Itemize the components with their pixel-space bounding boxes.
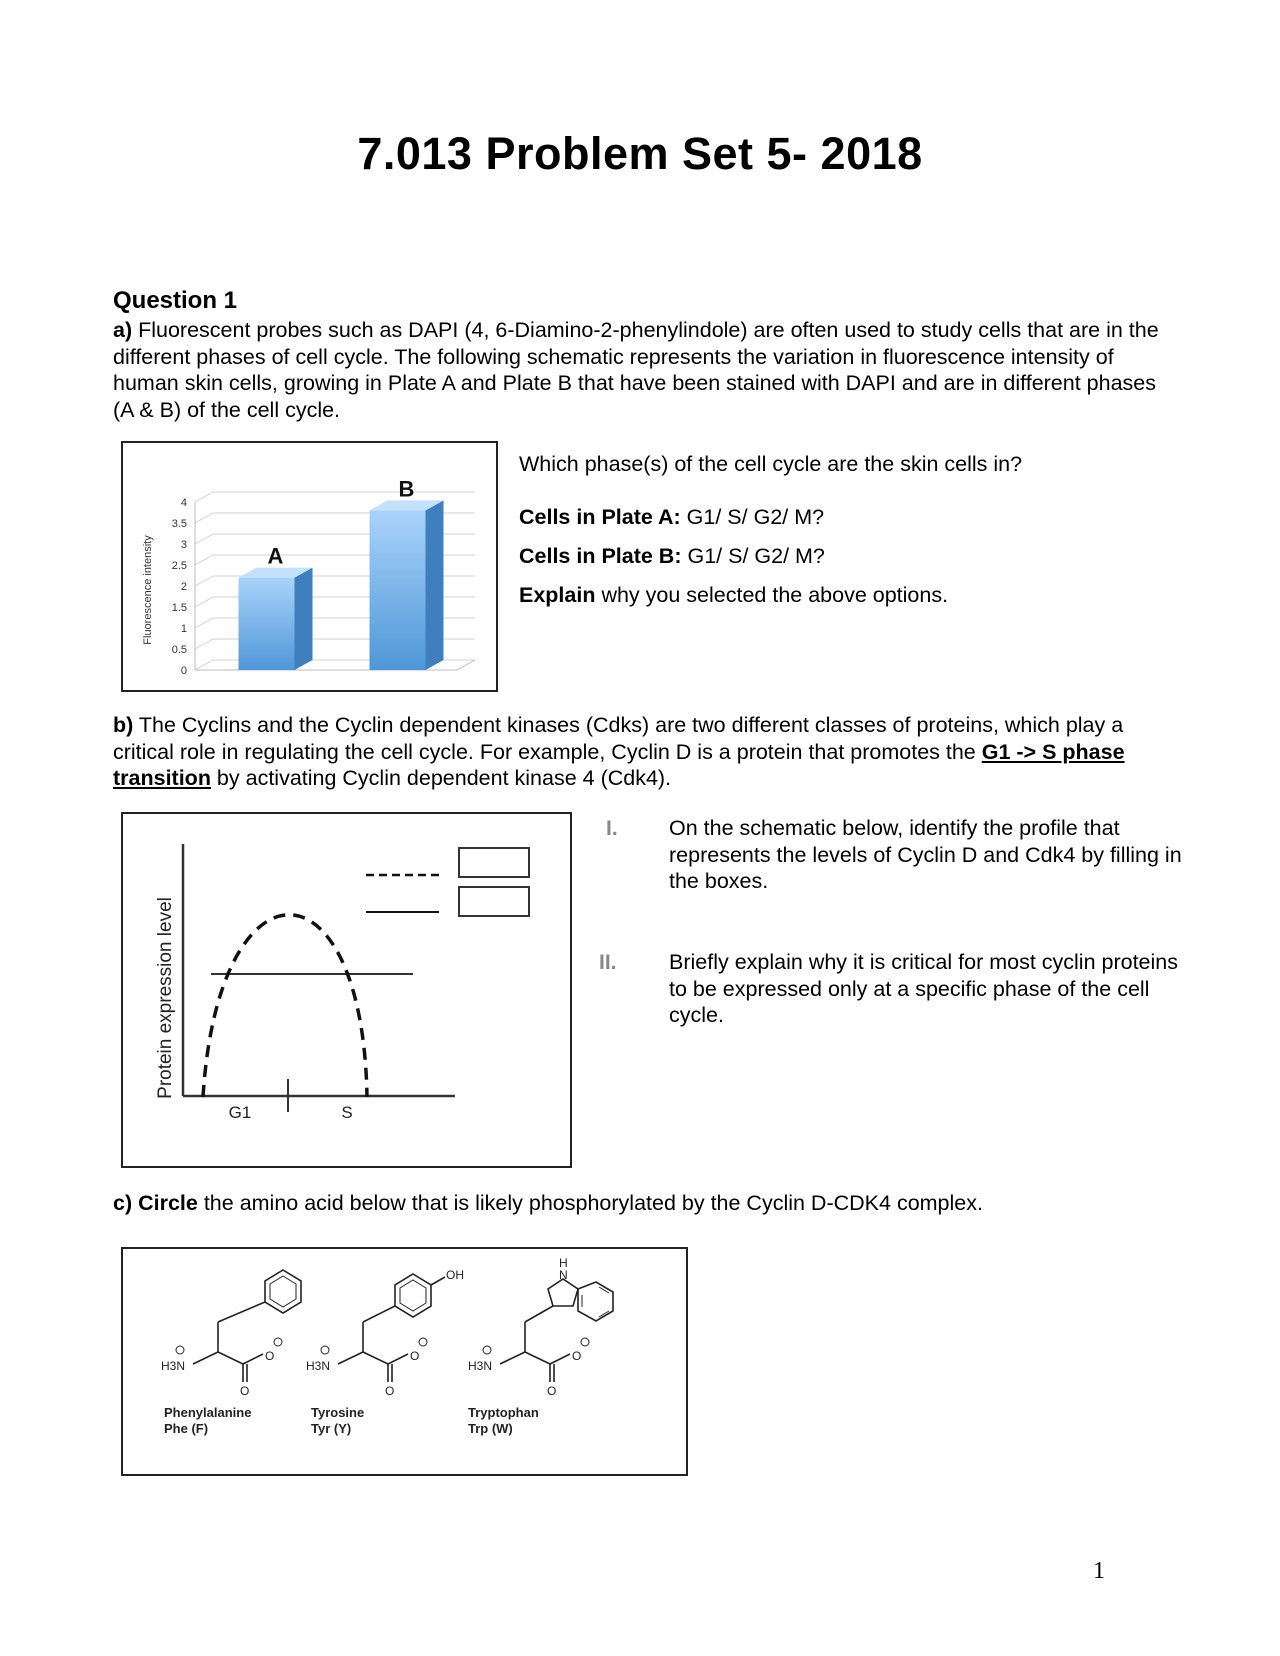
chart-y-tick-label: 2	[180, 581, 187, 593]
g1-s-transition-highlight: G1 -> S phase transition	[113, 739, 1125, 790]
chart-floor-edge	[457, 660, 475, 670]
tyrosine-structure	[321, 1274, 445, 1382]
amino-acid-structures-frame	[121, 1247, 688, 1476]
amino-acid-structures	[123, 1249, 686, 1474]
chart-gridline-depth	[195, 618, 213, 628]
item-2-text: Briefly explain why it is critical for most cyclin proteins to be expressed only at a specific phase of the cell cycle.	[669, 950, 1178, 1027]
phenylalanine-name: Phenylalanine	[164, 1405, 252, 1420]
chart-bar-label: B	[398, 476, 415, 502]
explain-prompt	[519, 582, 948, 608]
item-1-text: On the schematic below, identify the profile that represents the levels of Cyclin D and Cdk4 by filling in the boxes.	[669, 816, 1182, 893]
chart-gridline-depth	[195, 597, 213, 607]
phe-carbonyl-label: O	[240, 1384, 250, 1398]
chart-bar-side	[295, 568, 313, 670]
plate-a-label: Cells in Plate A:	[519, 505, 681, 529]
chart-y-tick-label: 0	[180, 665, 187, 677]
chart-bar-label: A	[267, 543, 284, 569]
part-a-label: a)	[113, 318, 133, 342]
phe-amine-label: H3N	[161, 1359, 186, 1373]
diagram-y-axis-label: Protein expression level	[155, 897, 176, 1099]
part-c-label: c)	[113, 1191, 133, 1215]
dashed-profile-curve	[203, 915, 367, 1097]
page-number: 1	[1093, 1558, 1105, 1584]
plate-b-options: G1/ S/ G2/ M?	[681, 544, 825, 568]
chart-bar	[370, 510, 426, 670]
part-b-label: b)	[113, 713, 134, 737]
part-c-paragraph	[113, 1190, 1173, 1217]
fluorescence-chart	[123, 443, 496, 690]
tryptophan-abbr: Trp (W)	[468, 1421, 513, 1436]
part-a-text: Fluorescent probes such as DAPI (4, 6-Diamino-2-phenylindole) are often used to study cells that are in the different phases of cell cycle. The following schematic represents the variation in fluorescence intensity of human skin cells, growing in Plate A and Plate B that have been stained with DAPI and are in different phases (A & B) of the cell cycle.	[113, 318, 1159, 422]
chart-gridline-depth	[195, 576, 213, 586]
phenylalanine-structure	[176, 1270, 301, 1382]
tyrosine-name: Tyrosine	[311, 1405, 365, 1420]
trp-carbonyl-label: O	[547, 1384, 557, 1398]
question-heading: Question 1	[113, 287, 238, 314]
part-b-text-2: by activating Cyclin dependent kinase 4 (Cdk4).	[210, 766, 672, 790]
cyclin-schematic-frame	[121, 812, 572, 1168]
trp-amine-label: H3N	[468, 1359, 493, 1373]
tyr-hydroxyl-label: OH	[446, 1268, 464, 1282]
tryptophan-structure	[483, 1279, 613, 1382]
part-a-paragraph	[113, 317, 1173, 423]
chart-gridline-depth	[195, 534, 213, 544]
chart-y-tick-label: 1	[180, 623, 187, 635]
g1-phase-label: G1	[228, 1103, 252, 1122]
explain-label: Explain	[519, 583, 596, 607]
tyr-carbonyl-label: O	[385, 1384, 395, 1398]
chart-gridline-depth	[195, 660, 213, 670]
dashed-profile-answer-box[interactable]	[459, 848, 529, 877]
s-phase-label: S	[341, 1103, 353, 1122]
chart-y-tick-label: 2.5	[171, 560, 187, 572]
tyr-oxygen-label: O	[410, 1349, 420, 1363]
trp-nh-h-label: H	[559, 1256, 568, 1270]
tyr-amine-label: H3N	[306, 1359, 331, 1373]
phase-question: Which phase(s) of the cell cycle are the skin cells in?	[519, 452, 1023, 476]
plate-b-label: Cells in Plate B:	[519, 544, 682, 568]
circle-instruction: Circle	[132, 1191, 198, 1215]
plate-a-options: G1/ S/ G2/ M?	[680, 505, 825, 529]
chart-bar	[239, 578, 295, 670]
part-b-text-1: The Cyclins and the Cyclin dependent kinases (Cdks) are two different classes of proteins, which play a critical role in regulating the cell cycle. For example, Cyclin D is a protein that promotes the	[113, 713, 1124, 764]
item-1-numeral: I.	[606, 817, 618, 840]
plate-b-question	[519, 543, 825, 569]
chart-y-tick-label: 0.5	[171, 644, 187, 656]
fluorescence-chart-frame	[121, 441, 498, 692]
chart-y-axis-label: Fluorescence intensity	[142, 535, 154, 645]
solid-profile-answer-box[interactable]	[459, 887, 529, 916]
chart-gridline-depth	[195, 639, 213, 649]
phe-oxygen-label: O	[265, 1349, 275, 1363]
item-2-numeral: II.	[599, 951, 617, 974]
chart-y-tick-label: 3.5	[171, 518, 187, 530]
cyclin-schematic	[123, 814, 570, 1166]
chart-gridline-depth	[195, 513, 213, 523]
chart-gridline-depth	[195, 492, 213, 502]
part-c-text: the amino acid below that is likely phosphorylated by the Cyclin D-CDK4 complex.	[197, 1191, 983, 1215]
chart-y-tick-label: 4	[180, 497, 187, 509]
plate-a-question	[519, 504, 824, 530]
chart-gridline-depth	[195, 555, 213, 565]
trp-oxygen-label: O	[572, 1349, 582, 1363]
part-b-paragraph	[113, 712, 1173, 792]
phenylalanine-abbr: Phe (F)	[164, 1421, 209, 1436]
chart-bar-side	[426, 500, 444, 670]
chart-y-tick-label: 3	[180, 539, 187, 551]
trp-nh-n-label: N	[559, 1268, 568, 1282]
explain-text: why you selected the above options.	[595, 583, 949, 607]
chart-y-tick-label: 1.5	[171, 602, 187, 614]
tyrosine-abbr: Tyr (Y)	[311, 1421, 352, 1436]
tryptophan-name: Tryptophan	[468, 1405, 539, 1420]
page-title: 7.013 Problem Set 5- 2018	[357, 128, 923, 179]
